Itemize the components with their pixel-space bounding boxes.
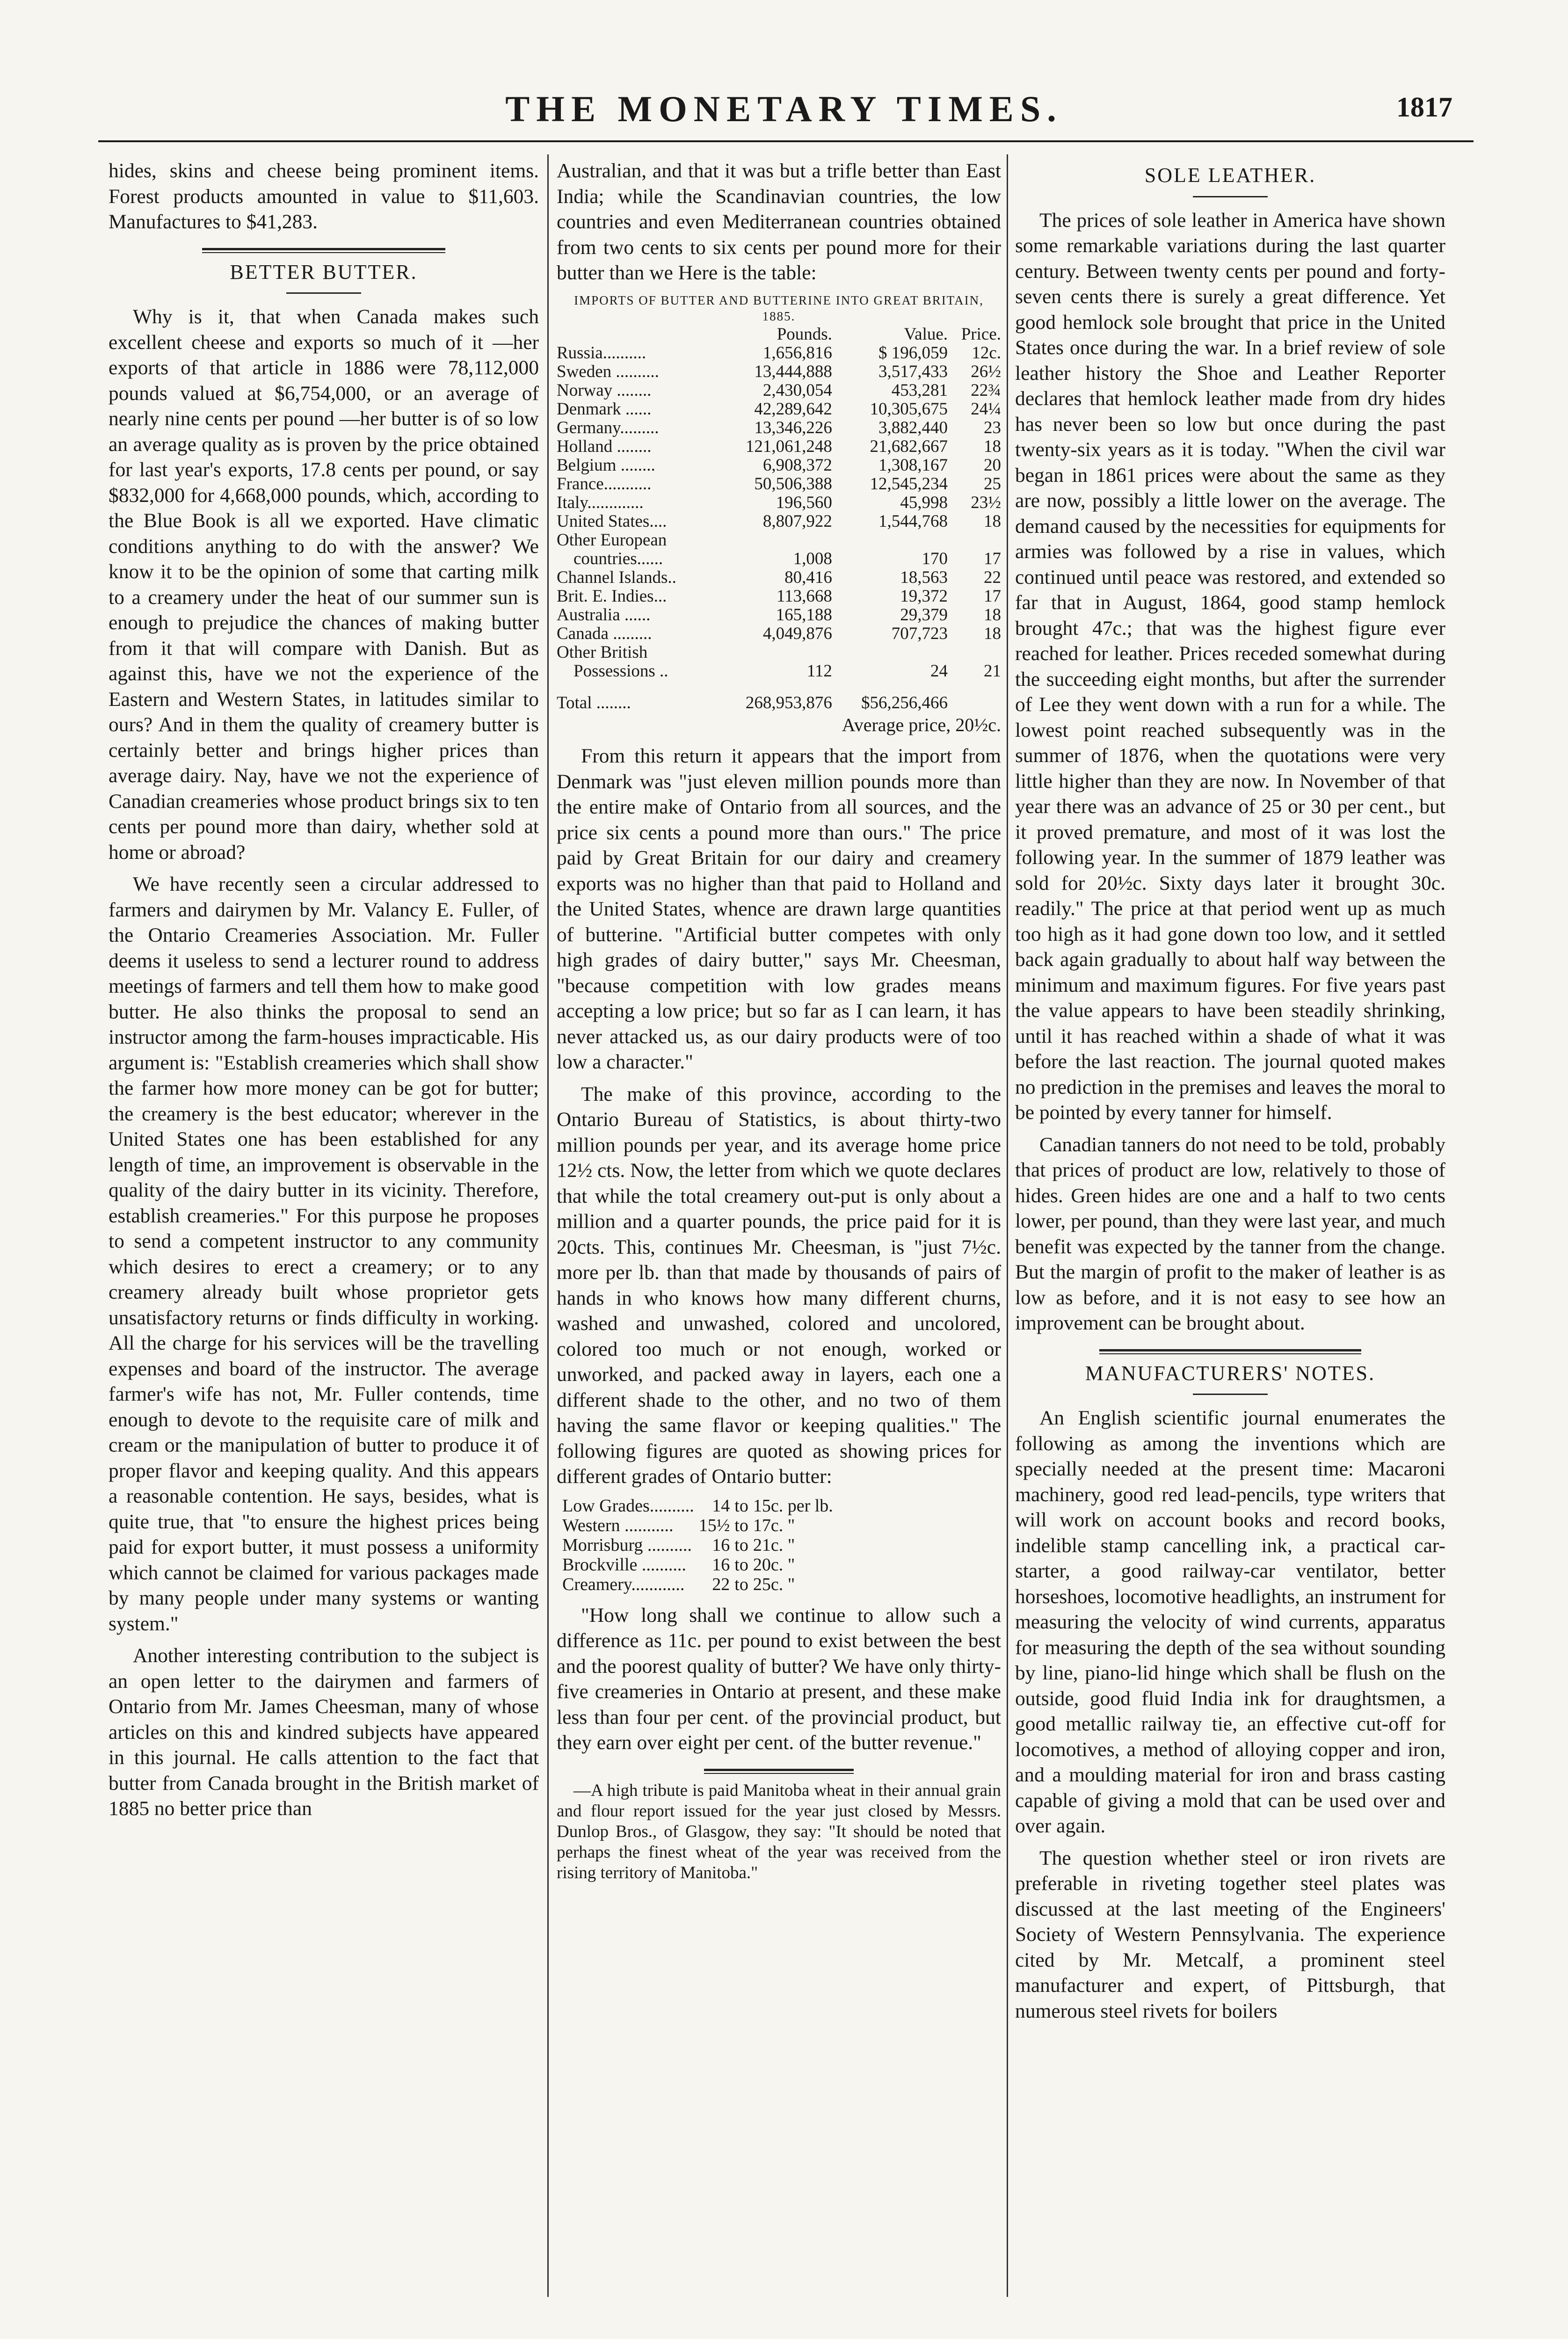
- table-cell: $56,256,466: [861, 693, 948, 712]
- table-header-cell: Price.: [961, 324, 1001, 344]
- grades-table-body: [562, 1496, 838, 1594]
- table-cell: 26½: [971, 362, 1001, 381]
- table-row: [557, 400, 1001, 419]
- table-cell: 13,444,888: [754, 362, 832, 381]
- table-cell: [832, 643, 948, 662]
- grade-row: [562, 1496, 838, 1516]
- table-cell: 18: [984, 624, 1001, 643]
- table-cell: 24¼: [971, 399, 1001, 419]
- grade-row: [562, 1555, 838, 1575]
- table-header-cell: [557, 325, 717, 344]
- table-cell: 4,049,876: [762, 624, 832, 643]
- column-divider: [547, 154, 549, 2297]
- table-cell: Total ........: [557, 693, 631, 712]
- table-cell: 3,517,433: [878, 362, 948, 381]
- table-cell: United States....: [557, 511, 667, 531]
- imports-table-caption: IMPORTS OF BUTTER AND BUTTERINE INTO GREAT BRITAIN, 1885.: [574, 293, 984, 323]
- column-3: [1015, 158, 1445, 2030]
- table-cell: 20: [984, 455, 1001, 475]
- table-cell: 707,723: [891, 624, 948, 643]
- table-cell: Brit. E. Indies...: [557, 586, 667, 606]
- table-cell: countries......: [573, 549, 663, 568]
- grade-cell: 16: [712, 1554, 730, 1575]
- table-row: [557, 606, 1001, 625]
- grade-cell: Low Grades..........: [562, 1496, 694, 1516]
- table-cell: 1,544,768: [878, 511, 948, 531]
- grade-cell: 22: [712, 1574, 730, 1594]
- grade-row: [562, 1535, 838, 1555]
- masthead-rule: [98, 140, 1474, 142]
- table-row: [557, 587, 1001, 606]
- table-cell: 23½: [971, 493, 1001, 512]
- table-cell: Australia ......: [557, 605, 651, 625]
- table-row: [557, 662, 1001, 681]
- table-cell: 25: [984, 474, 1001, 494]
- table-cell: 113,668: [777, 586, 832, 606]
- grade-cell: 21c. ": [753, 1535, 795, 1555]
- table-row: [557, 643, 1001, 662]
- table-cell: France...........: [557, 474, 652, 494]
- table-cell: 1,008: [793, 549, 832, 568]
- grade-row: [562, 1516, 838, 1535]
- table-cell: 196,560: [776, 493, 832, 512]
- article-paragraph: Why is it, that when Canada makes such excellent cheese and exports so much of it —her exports of that article in 1886 were 78,112,000 pounds valued at $6,754,000, or an average of nearly nine cents per pound —her butter is of so low an average quality as is proven by the price obtained for last year's exports, 17.8 cents per pound, or say $832,000 for 4,668,000 pounds, which, according to the Blue Book is all we exported. Have climatic conditions anything to do with the answer? We know it to be the opinion of some that carting milk to a creamery under the heat of our summer sun is enough to prejudice the chances of making butter from it that will compare with Danish. But as against this, have we not the experience of the Eastern and Western States, in latitudes similar to ours? And in them the quality of creamery butter is certainly better and brings higher prices than average dairy. Nay, have we not the experience of Canadian creameries whose product brings six to ten cents per pound more than dairy, whether sold at home or abroad?: [109, 305, 539, 864]
- table-cell: $ 196,059: [878, 343, 948, 363]
- table-cell: 18,563: [900, 567, 948, 587]
- table-cell: 165,188: [776, 605, 832, 625]
- table-cell: Holland ........: [557, 436, 652, 456]
- grades-table: [562, 1496, 838, 1594]
- imports-table-body: [557, 344, 1001, 681]
- intro-paragraph: hides, skins and cheese being prominent items. Forest products amounted in value to $11,603. Manufactures to $41,283.: [109, 160, 539, 233]
- grade-row: [562, 1575, 838, 1594]
- table-row: [557, 419, 1001, 437]
- grade-cell: to: [734, 1574, 748, 1594]
- article-paragraph: "How long shall we continue to allow such a difference as 11c. per pound to exist between the best and the poorest quality of butter? We have only thirty-five creameries in Ontario at present, and these make less than four per cent. of the provincial product, but they earn over eight per cent. of the butter revenue.": [557, 1604, 1001, 1754]
- imports-table: [557, 325, 1001, 712]
- grade-cell: to: [734, 1496, 748, 1516]
- table-cell: Norway ........: [557, 380, 652, 400]
- grade-cell: Morrisburg ..........: [562, 1535, 692, 1555]
- table-cell: [717, 531, 832, 550]
- heading-rule: [286, 292, 361, 294]
- table-header-cell: Value.: [904, 324, 948, 344]
- table-cell: 80,416: [784, 567, 832, 587]
- table-cell: [948, 531, 1001, 550]
- table-row: [557, 344, 1001, 363]
- table-row: [557, 475, 1001, 494]
- column-2: [557, 158, 1001, 1890]
- table-cell: Possessions ..: [573, 661, 668, 681]
- grade-cell: Western ...........: [562, 1515, 674, 1535]
- table-cell: Italy.............: [557, 493, 644, 512]
- wheat-note: [557, 1780, 1001, 1883]
- note-paragraph: —A high tribute is paid Manitoba wheat in their annual grain and flour report issued for the year just closed by Messrs. Dunlop Bros., of Glasgow, they say: "It should be noted that perhaps the finest wheat of the year was received from the rising territory of Manitoba.": [557, 1780, 1001, 1882]
- grade-cell: 14: [712, 1496, 730, 1516]
- grade-cell: 16: [712, 1535, 730, 1555]
- table-cell: Germany.........: [557, 418, 659, 437]
- grade-cell: Brockville ..........: [562, 1554, 686, 1575]
- article-paragraph: An English scientific journal enumerates the following as among the inventions which are specially needed at the present time: Macaroni machinery, good red lead-pencils, type writers that will work on account books and record books, indelible stamp cancelling ink, a practical car-starter, a good railway-car ventilator, better horseshoes, locomotive headlights, an instrument for measuring the velocity of wind currents, apparatus for measuring the depth of the sea without sounding by line, piano-lid hinge which shall be flush on the outside, good fluid India ink for draughtsmen, a good metallic railway tie, an effective cut-off for locomotives, a method of alloying copper and iron, and a moulding material for iron and brass casting capable of giving a mold that can be used over and over again.: [1015, 1407, 1445, 1837]
- manufacturers-notes-heading: MANUFACTURERS' NOTES.: [1085, 1361, 1376, 1385]
- table-row: [557, 625, 1001, 643]
- article-paragraph: The make of this province, according to the Ontario Bureau of Statistics, is about thirty-two million pounds per year, and its average home price 12½ cts. Now, the letter from which we quote declares that while the total creamery out-put is only about a million and a quarter pounds, the price paid for it is 20cts. This, continues Mr. Cheesman, is "just 7½c. more per lb. than that made by thousands of pairs of hands in who knows how many different churns, washed and unwashed, colored and uncolored, colored too much or not enough, worked or unworked, and packed away in layers, each one a different shade to the other, and no two of them having the same flavor or keeping qualities." The following figures are quoted as showing prices for different grades of Ontario butter:: [557, 1082, 1001, 1488]
- masthead-title: THE MONETARY TIMES.: [505, 88, 1063, 129]
- table-row: [557, 381, 1001, 400]
- table-cell: 50,506,388: [754, 474, 832, 494]
- table-cell: 22: [984, 567, 1001, 587]
- table-cell: 29,379: [900, 605, 948, 625]
- section-divider: [202, 248, 445, 253]
- grade-cell: to: [734, 1535, 748, 1555]
- article-paragraph: The prices of sole leather in America have shown some remarkable variations during the last quarter century. Between twenty cents per pound and forty-seven cents there is surely a great difference. Yet good hemlock sole brought that price in the United States once during the war. In a brief review of sole leather history the Shoe and Leather Reporter declares that hemlock leather made from dry hides has never been so low but once during the past twenty-six years as it is today. "When the civil war began in 1861 prices were about the same as they are now, possibly a little lower on the average. The demand caused by the necessities for equipments for armies was followed by a rise in values, which continued until peace was restored, and extended so far that in August, 1864, good stamp hemlock brought 47c.; that was the highest figure ever reached for leather. Prices receded somewhat during the succeeding eight months, but after the surrender of Lee they went down with a run for a while. The lowest point reached subsequently was in the summer of 1876, when the quotations were very little higher than they are now. In November of that year there was an advance of 25 or 30 per cent., but it proved premature, and most of it was lost the following year. In the summer of 1879 leather was sold for 20½c. Sixty days later it brought 30c. readily." The price at that period went up as much too high as it had gone down too low, and it settled back again gradually to about half way between the minimum and maximum figures. For five years past the value appears to have been steadily shrinking, until it has reached within a shade of what it was before the last reaction. The journal quoted makes no prediction in the premises and leaves the moral to be pointed by every tanner for himself.: [1015, 209, 1445, 1124]
- table-cell: 13,346,226: [754, 418, 832, 437]
- table-header-cell: Pounds.: [777, 324, 832, 344]
- table-cell: 17: [984, 586, 1001, 606]
- table-cell: Belgium ........: [557, 455, 655, 475]
- page-number: 1817: [1396, 92, 1452, 123]
- table-cell: 24: [930, 661, 948, 681]
- grade-cell: 15c. per lb.: [753, 1496, 833, 1516]
- table-row: [557, 568, 1001, 587]
- table-cell: Sweden ..........: [557, 362, 659, 381]
- table-cell: 121,061,248: [745, 436, 832, 456]
- table-cell: [717, 643, 832, 662]
- grade-cell: to: [734, 1554, 748, 1575]
- table-cell: Russia..........: [557, 343, 646, 363]
- column-divider: [1007, 154, 1008, 2297]
- table-cell: [948, 681, 1001, 712]
- table-cell: 8,807,922: [762, 511, 832, 531]
- table-cell: Channel Islands..: [557, 567, 676, 587]
- article-paragraph: Canadian tanners do not need to be told, probably that prices of product are low, relatively to those of hides. Green hides are one and a half to two cents lower, per pound, than they were last year, and much benefit was expected by the tanner from the change. But the margin of profit to the maker of leather is as low as before, and it is not easy to see how an improvement can be brought about.: [1015, 1133, 1445, 1334]
- table-cell: [948, 643, 1001, 662]
- grade-cell: to: [734, 1515, 748, 1535]
- table-cell: 170: [922, 549, 948, 568]
- table-cell: 45,998: [900, 493, 948, 512]
- table-cell: 112: [806, 661, 832, 681]
- heading-rule: [1193, 196, 1268, 197]
- table-row: [557, 494, 1001, 512]
- table-header-row: [557, 325, 1001, 344]
- table-cell: 268,953,876: [745, 693, 832, 712]
- table-cell: 23: [984, 418, 1001, 437]
- sole-leather-heading: SOLE LEATHER.: [1144, 164, 1316, 187]
- section-divider: [704, 1769, 854, 1774]
- table-cell: 12,545,234: [870, 474, 948, 494]
- grade-cell: Creamery............: [562, 1574, 685, 1594]
- heading-rule: [1193, 1394, 1268, 1395]
- article-paragraph: We have recently seen a circular addressed to farmers and dairymen by Mr. Valancy E. Fuller, of the Ontario Creameries Association. Mr. Fuller deems it useless to send a lecturer round to address meetings of farmers and tell them how to make good butter. He also thinks the proposal to send an instructor among the farm-houses impracticable. His argument is: "Establish creameries which shall show the farmer how more money can be got for butter; the creamery is the best educator; wherever in the United States one has been established for any length of time, an improvement is observable in the quality of the dairy butter in its vicinity. Therefore, establish creameries." For this purpose he proposes to send a competent instructor to any community which desires to erect a creamery; or to any creamery already built whose proprietor gets unsatisfactory returns or finds difficulty in working. All the charge for his services will be the travelling expenses and board of the instructor. The average farmer's wife has not, Mr. Fuller contends, time enough to devote to the requisite care of milk and cream or the manipulation of butter to produce it of proper flavor and keeping quality. And this appears a reasonable contention. He says, besides, what is quite true, that "to ensure the highest prices being paid for export butter, it must possess a uniformity which cannot be claimed for various packages made by many people under many systems or wanting system.": [109, 873, 539, 1635]
- table-cell: 12c.: [972, 343, 1001, 363]
- column-1: [109, 158, 539, 1828]
- section-divider: [1099, 1349, 1361, 1354]
- table-row: [557, 437, 1001, 456]
- better-butter-heading: BETTER BUTTER.: [230, 260, 418, 283]
- article-paragraph: Australian, and that it was but a trifle better than East India; while the Scandinavian countries, the low countries and even Mediterranean countries obtained from two cents to six cents per pound more for their butter than we Here is the table:: [557, 160, 1001, 284]
- table-cell: 3,882,440: [878, 418, 948, 437]
- table-cell: 1,656,816: [762, 343, 832, 363]
- article-paragraph: The question whether steel or iron rivets are preferable in riveting together steel plates was discussed at the last meeting of the Engineers' Society of Western Pennsylvania. The experience cited by Mr. Metcalf, a prominent steel manufacturer and expert, of Pittsburgh, that numerous steel rivets for boilers: [1015, 1846, 1445, 2022]
- table-cell: [832, 531, 948, 550]
- table-cell: 42,289,642: [754, 399, 832, 419]
- article-paragraph: Another interesting contribution to the subject is an open letter to the dairymen and farmers of Ontario from Mr. James Cheesman, many of whose articles on this and kindred subjects have appeared in this journal. He calls attention to the fact that butter from Canada brought in the British market of 1885 no better price than: [109, 1644, 539, 1820]
- table-cell: 18: [984, 511, 1001, 531]
- table-cell: Other British: [557, 642, 648, 662]
- table-row: [557, 363, 1001, 381]
- table-cell: 21: [984, 661, 1001, 681]
- grade-cell: 17c. ": [753, 1515, 795, 1535]
- table-total-row: [557, 681, 1001, 712]
- table-cell: 17: [984, 549, 1001, 568]
- table-row: [557, 531, 1001, 550]
- average-price: Average price, 20½c.: [842, 714, 1001, 735]
- table-cell: 22¾: [971, 380, 1001, 400]
- table-cell: 10,305,675: [870, 399, 948, 419]
- table-cell: 1,308,167: [878, 455, 948, 475]
- table-row: [557, 456, 1001, 475]
- table-row: [557, 550, 1001, 568]
- table-cell: 18: [984, 436, 1001, 456]
- table-cell: 18: [984, 605, 1001, 625]
- table-cell: 19,372: [900, 586, 948, 606]
- table-cell: 2,430,054: [762, 380, 832, 400]
- table-row: [557, 512, 1001, 531]
- table-cell: Denmark ......: [557, 399, 652, 419]
- article-paragraph: From this return it appears that the import from Denmark was "just eleven million pounds more than the entire make of Ontario from all sources, and the price six cents a pound more than ours." The price paid by Great Britain for our dairy and creamery exports was no higher than that paid to Holland and the United States, whence are drawn large quantities of butterine. "Artificial butter competes with only high grades of dairy butter," says Mr. Cheesman, "because competition with low grades means accepting a low price; but so far as I can learn, it has never attacked us, as our dairy products were of too low a character.": [557, 745, 1001, 1073]
- table-cell: Canada .........: [557, 624, 652, 643]
- table-cell: 453,281: [891, 380, 948, 400]
- table-cell: 21,682,667: [870, 436, 948, 456]
- grade-cell: 15½: [698, 1515, 730, 1535]
- table-cell: Other European: [557, 530, 667, 550]
- grade-cell: 25c. ": [753, 1574, 795, 1594]
- grade-cell: 20c. ": [753, 1554, 795, 1575]
- table-cell: 6,908,372: [762, 455, 832, 475]
